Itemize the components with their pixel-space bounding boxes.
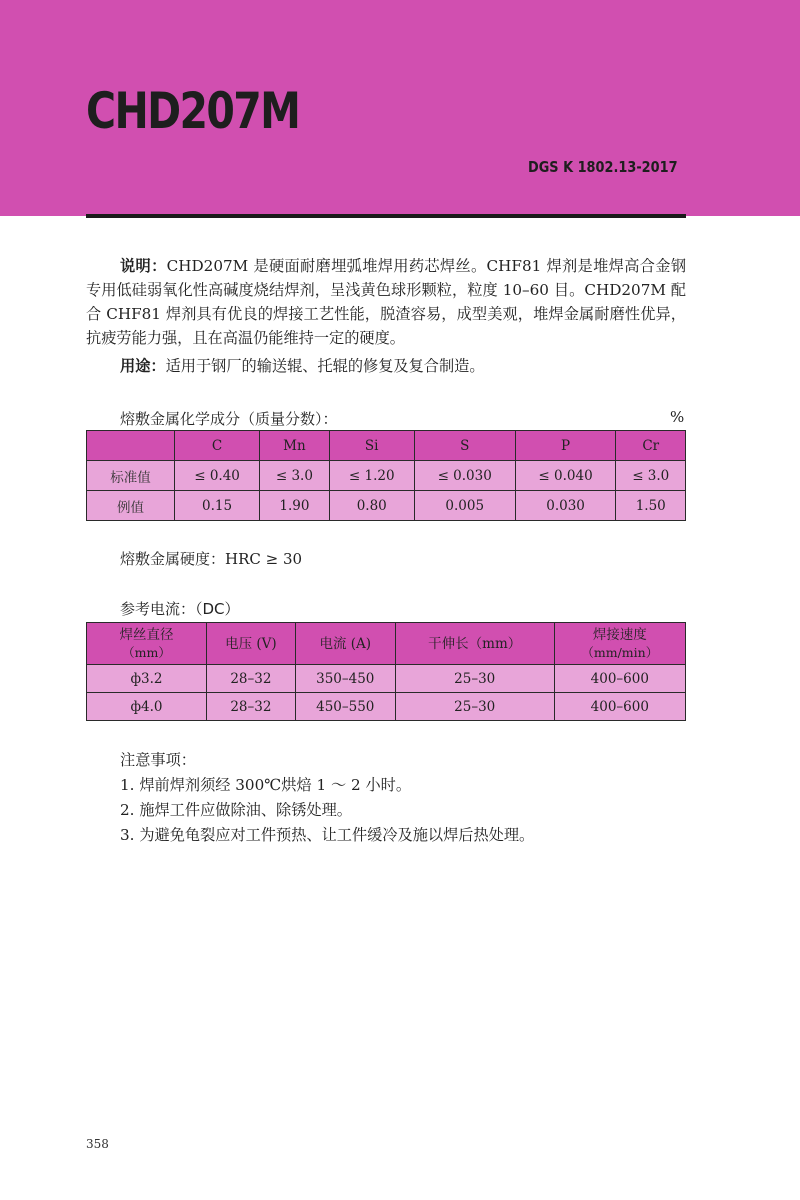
composition-cell: 0.005 [414, 491, 515, 521]
composition-cell: 0.15 [175, 491, 260, 521]
composition-title: 熔敷金属化学成分（质量分数）： [120, 410, 338, 428]
usage-text: 适用于钢厂的输送辊、托辊的修复及复合制造。 [165, 357, 485, 375]
current-cell: 28–32 [207, 665, 296, 693]
composition-header-row [87, 431, 686, 461]
description-label: 说明： [120, 257, 167, 275]
usage-label: 用途： [120, 357, 166, 375]
current-cell: 25–30 [395, 665, 554, 693]
current-cell: 450–550 [295, 693, 395, 721]
current-header-line: 电流 (A) [319, 635, 372, 652]
current-header-cell [87, 623, 207, 665]
notes-title: 注意事项： [120, 751, 196, 769]
current-header-cell [207, 623, 296, 665]
composition-header-cell: C [175, 431, 260, 461]
composition-cell: ≤ 0.040 [515, 461, 616, 491]
header-band [0, 0, 800, 216]
current-cell: 350–450 [295, 665, 395, 693]
current-header-line: 干伸长（mm） [428, 635, 522, 652]
current-header-cell [395, 623, 554, 665]
hardness-line [120, 548, 302, 569]
note-item: 1. 焊前焊剂须经 300℃烘焙 1 ～ 2 小时。 [120, 776, 412, 794]
current-table [86, 622, 686, 721]
product-title: CHD207M [86, 82, 300, 140]
composition-cell: ≤ 3.0 [260, 461, 329, 491]
current-cell: 400–600 [554, 693, 685, 721]
description-paragraph [86, 254, 686, 350]
current-cell: 25–30 [395, 693, 554, 721]
composition-cell: 1.50 [616, 491, 686, 521]
current-header-line: 焊接速度 [592, 626, 647, 643]
composition-header-cell: S [414, 431, 515, 461]
hardness-value: HRC ≥ 30 [225, 550, 303, 568]
current-header-cell [295, 623, 395, 665]
composition-header-cell: Mn [260, 431, 329, 461]
notes-section [120, 748, 534, 848]
current-row [87, 665, 686, 693]
composition-cell: 0.80 [329, 491, 414, 521]
current-cell: 400–600 [554, 665, 685, 693]
current-header-subline: （mm/min） [581, 644, 659, 660]
note-item: 2. 施焊工件应做除油、除锈处理。 [120, 801, 352, 819]
composition-header-cell: Si [329, 431, 414, 461]
composition-header-cell: P [515, 431, 616, 461]
composition-header-cell [87, 431, 175, 461]
current-header-line: 电压 (V) [225, 635, 277, 652]
composition-cell: ≤ 0.030 [414, 461, 515, 491]
composition-row [87, 461, 686, 491]
current-header-cell [554, 623, 685, 665]
current-header-row [87, 623, 686, 665]
composition-unit: % [670, 408, 685, 426]
standard-code: DGS K 1802.13-2017 [528, 158, 678, 176]
note-item: 3. 为避免龟裂应对工件预热、让工件缓冷及施以焊后热处理。 [120, 826, 535, 844]
current-header-subline: （mm） [122, 644, 171, 660]
current-header-line: 焊丝直径 [119, 626, 174, 643]
composition-header-cell: Cr [616, 431, 686, 461]
composition-cell: ≤ 1.20 [329, 461, 414, 491]
current-cell: ф4.0 [87, 693, 207, 721]
composition-cell: ≤ 0.40 [175, 461, 260, 491]
composition-table [86, 430, 686, 521]
composition-cell: 0.030 [515, 491, 616, 521]
composition-row-label: 例值 [87, 491, 175, 521]
composition-row-label: 标准值 [87, 461, 175, 491]
current-row [87, 693, 686, 721]
page-number: 358 [86, 1137, 109, 1151]
composition-row [87, 491, 686, 521]
hardness-label: 熔敷金属硬度： [120, 550, 226, 568]
header-divider [86, 214, 686, 218]
description-text: CHD207M 是硬面耐磨埋弧堆焊用药芯焊丝。CHF81 焊剂是堆焊高合金钢专用低硅弱氧化性高碱度烧结焊剂，呈浅黄色球形颗粒，粒度 10–60 目。CHD207M 配合 CHF81 焊剂具有优良的焊接工艺性能，脱渣容易，成型美观，堆焊金属耐磨性优异，抗疲劳能力强，且在高温仍能维持一定的硬度。 [86, 257, 687, 347]
usage-paragraph [86, 354, 686, 378]
current-title: 参考电流：（DC） [120, 600, 240, 618]
current-cell: ф3.2 [87, 665, 207, 693]
composition-cell: 1.90 [260, 491, 329, 521]
current-cell: 28–32 [207, 693, 296, 721]
composition-cell: ≤ 3.0 [616, 461, 686, 491]
